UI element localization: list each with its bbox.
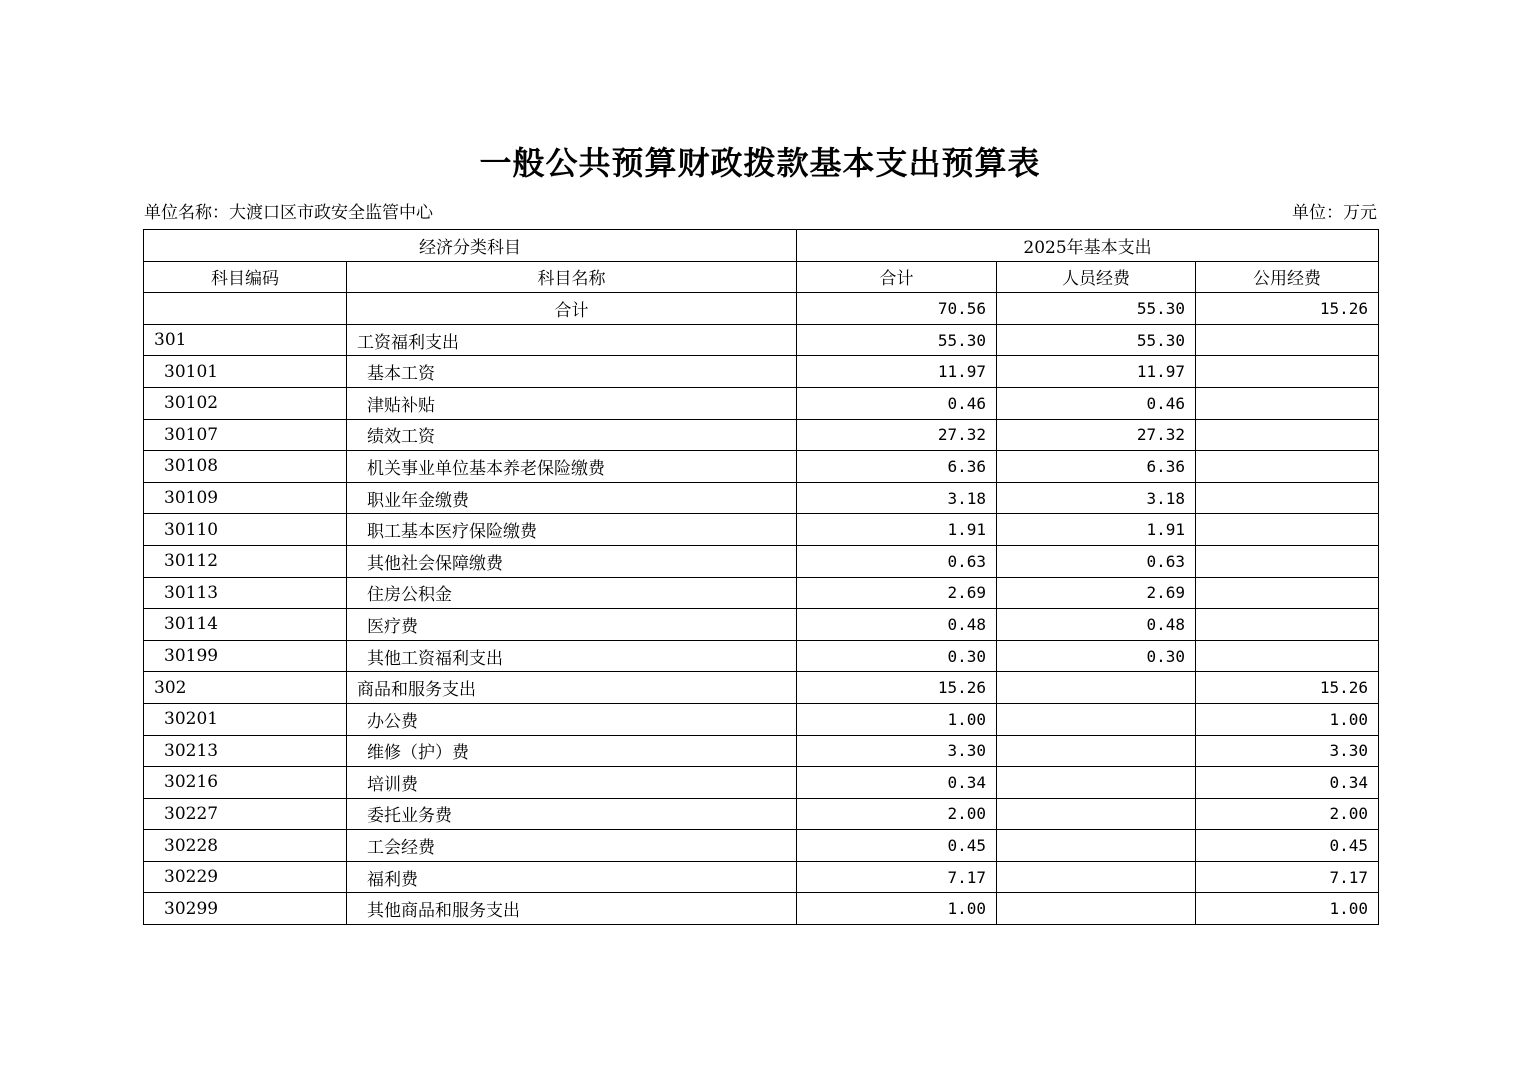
code-cell: 301: [144, 324, 347, 356]
summary-row: [144, 293, 1379, 325]
public-cell: [1196, 482, 1379, 514]
table-row: [144, 451, 1379, 483]
column-header-code: 科目编码: [144, 261, 347, 293]
name-cell: 职业年金缴费: [347, 482, 797, 514]
total-cell: 15.26: [797, 672, 997, 704]
personnel-cell: 11.97: [997, 356, 1196, 388]
code-cell: 30201: [144, 703, 347, 735]
header-basic-expenditure: 2025年基本支出: [797, 230, 1379, 262]
name-cell: 职工基本医疗保险缴费: [347, 514, 797, 546]
public-cell: 0.45: [1196, 830, 1379, 862]
summary-name-cell: 合计: [347, 293, 797, 325]
table-row: [144, 703, 1379, 735]
code-cell: 30110: [144, 514, 347, 546]
public-cell: [1196, 387, 1379, 419]
code-cell: 30227: [144, 798, 347, 830]
name-cell: 其他社会保障缴费: [347, 545, 797, 577]
name-cell: 其他商品和服务支出: [347, 893, 797, 925]
table-row: [144, 798, 1379, 830]
name-cell: 其他工资福利支出: [347, 640, 797, 672]
name-cell: 基本工资: [347, 356, 797, 388]
name-cell: 津贴补贴: [347, 387, 797, 419]
public-cell: [1196, 514, 1379, 546]
header-group-row: [144, 230, 1379, 262]
total-cell: 7.17: [797, 861, 997, 893]
personnel-cell: 6.36: [997, 451, 1196, 483]
table-row: [144, 324, 1379, 356]
code-cell: 30108: [144, 451, 347, 483]
total-cell: 11.97: [797, 356, 997, 388]
table-row: [144, 735, 1379, 767]
public-cell: 1.00: [1196, 703, 1379, 735]
name-cell: 工资福利支出: [347, 324, 797, 356]
table-row: [144, 767, 1379, 799]
public-cell: [1196, 324, 1379, 356]
code-cell: 302: [144, 672, 347, 704]
personnel-cell: 2.69: [997, 577, 1196, 609]
public-cell: 1.00: [1196, 893, 1379, 925]
name-cell: 委托业务费: [347, 798, 797, 830]
total-cell: 1.91: [797, 514, 997, 546]
total-cell: 0.63: [797, 545, 997, 577]
name-cell: 工会经费: [347, 830, 797, 862]
code-cell: 30109: [144, 482, 347, 514]
total-cell: 2.00: [797, 798, 997, 830]
personnel-cell: [997, 798, 1196, 830]
table-row: [144, 893, 1379, 925]
table-row: [144, 356, 1379, 388]
public-cell: 3.30: [1196, 735, 1379, 767]
name-cell: 机关事业单位基本养老保险缴费: [347, 451, 797, 483]
total-cell: 0.30: [797, 640, 997, 672]
personnel-cell: [997, 830, 1196, 862]
personnel-cell: 55.30: [997, 324, 1196, 356]
code-cell: 30113: [144, 577, 347, 609]
total-cell: 27.32: [797, 419, 997, 451]
header-column-row: [144, 261, 1379, 293]
header-economic-classification: 经济分类科目: [144, 230, 797, 262]
personnel-cell: 3.18: [997, 482, 1196, 514]
table-row: [144, 419, 1379, 451]
total-cell: 1.00: [797, 703, 997, 735]
total-cell: 0.45: [797, 830, 997, 862]
personnel-cell: [997, 735, 1196, 767]
total-cell: 0.46: [797, 387, 997, 419]
public-cell: [1196, 356, 1379, 388]
column-header-total: 合计: [797, 261, 997, 293]
name-cell: 医疗费: [347, 609, 797, 641]
total-cell: 1.00: [797, 893, 997, 925]
personnel-cell: 27.32: [997, 419, 1196, 451]
code-cell: 30101: [144, 356, 347, 388]
name-cell: 办公费: [347, 703, 797, 735]
table-row: [144, 609, 1379, 641]
column-header-personnel: 人员经费: [997, 261, 1196, 293]
unit-name-label: 单位名称：大渡口区市政安全监管中心: [144, 203, 433, 223]
summary-total-cell: 70.56: [797, 293, 997, 325]
table-row: [144, 482, 1379, 514]
total-cell: 3.18: [797, 482, 997, 514]
column-header-name: 科目名称: [347, 261, 797, 293]
total-cell: 2.69: [797, 577, 997, 609]
personnel-cell: 0.48: [997, 609, 1196, 641]
personnel-cell: 0.63: [997, 545, 1196, 577]
code-cell: 30213: [144, 735, 347, 767]
total-cell: 3.30: [797, 735, 997, 767]
table-row: [144, 545, 1379, 577]
public-cell: 7.17: [1196, 861, 1379, 893]
code-cell: 30228: [144, 830, 347, 862]
page-title: 一般公共预算财政拨款基本支出预算表: [479, 144, 1041, 182]
table-row: [144, 577, 1379, 609]
public-cell: [1196, 577, 1379, 609]
currency-unit-label: 单位：万元: [1292, 203, 1377, 223]
summary-code-cell: [144, 293, 347, 325]
public-cell: [1196, 451, 1379, 483]
personnel-cell: 0.30: [997, 640, 1196, 672]
code-cell: 30216: [144, 767, 347, 799]
total-cell: 6.36: [797, 451, 997, 483]
public-cell: 0.34: [1196, 767, 1379, 799]
public-cell: 2.00: [1196, 798, 1379, 830]
table-row: [144, 830, 1379, 862]
personnel-cell: [997, 767, 1196, 799]
table-row: [144, 861, 1379, 893]
personnel-cell: [997, 893, 1196, 925]
name-cell: 绩效工资: [347, 419, 797, 451]
personnel-cell: [997, 672, 1196, 704]
personnel-cell: 1.91: [997, 514, 1196, 546]
public-cell: 15.26: [1196, 672, 1379, 704]
name-cell: 商品和服务支出: [347, 672, 797, 704]
total-cell: 55.30: [797, 324, 997, 356]
personnel-cell: [997, 861, 1196, 893]
budget-table: [143, 229, 1379, 925]
name-cell: 培训费: [347, 767, 797, 799]
summary-public-cell: 15.26: [1196, 293, 1379, 325]
public-cell: [1196, 609, 1379, 641]
name-cell: 福利费: [347, 861, 797, 893]
personnel-cell: 0.46: [997, 387, 1196, 419]
code-cell: 30114: [144, 609, 347, 641]
public-cell: [1196, 545, 1379, 577]
table-row: [144, 640, 1379, 672]
public-cell: [1196, 419, 1379, 451]
code-cell: 30102: [144, 387, 347, 419]
code-cell: 30199: [144, 640, 347, 672]
code-cell: 30299: [144, 893, 347, 925]
public-cell: [1196, 640, 1379, 672]
total-cell: 0.48: [797, 609, 997, 641]
personnel-cell: [997, 703, 1196, 735]
table-row: [144, 672, 1379, 704]
summary-personnel-cell: 55.30: [997, 293, 1196, 325]
code-cell: 30229: [144, 861, 347, 893]
table-row: [144, 514, 1379, 546]
code-cell: 30107: [144, 419, 347, 451]
code-cell: 30112: [144, 545, 347, 577]
column-header-public: 公用经费: [1196, 261, 1379, 293]
name-cell: 维修（护）费: [347, 735, 797, 767]
total-cell: 0.34: [797, 767, 997, 799]
table-row: [144, 387, 1379, 419]
name-cell: 住房公积金: [347, 577, 797, 609]
